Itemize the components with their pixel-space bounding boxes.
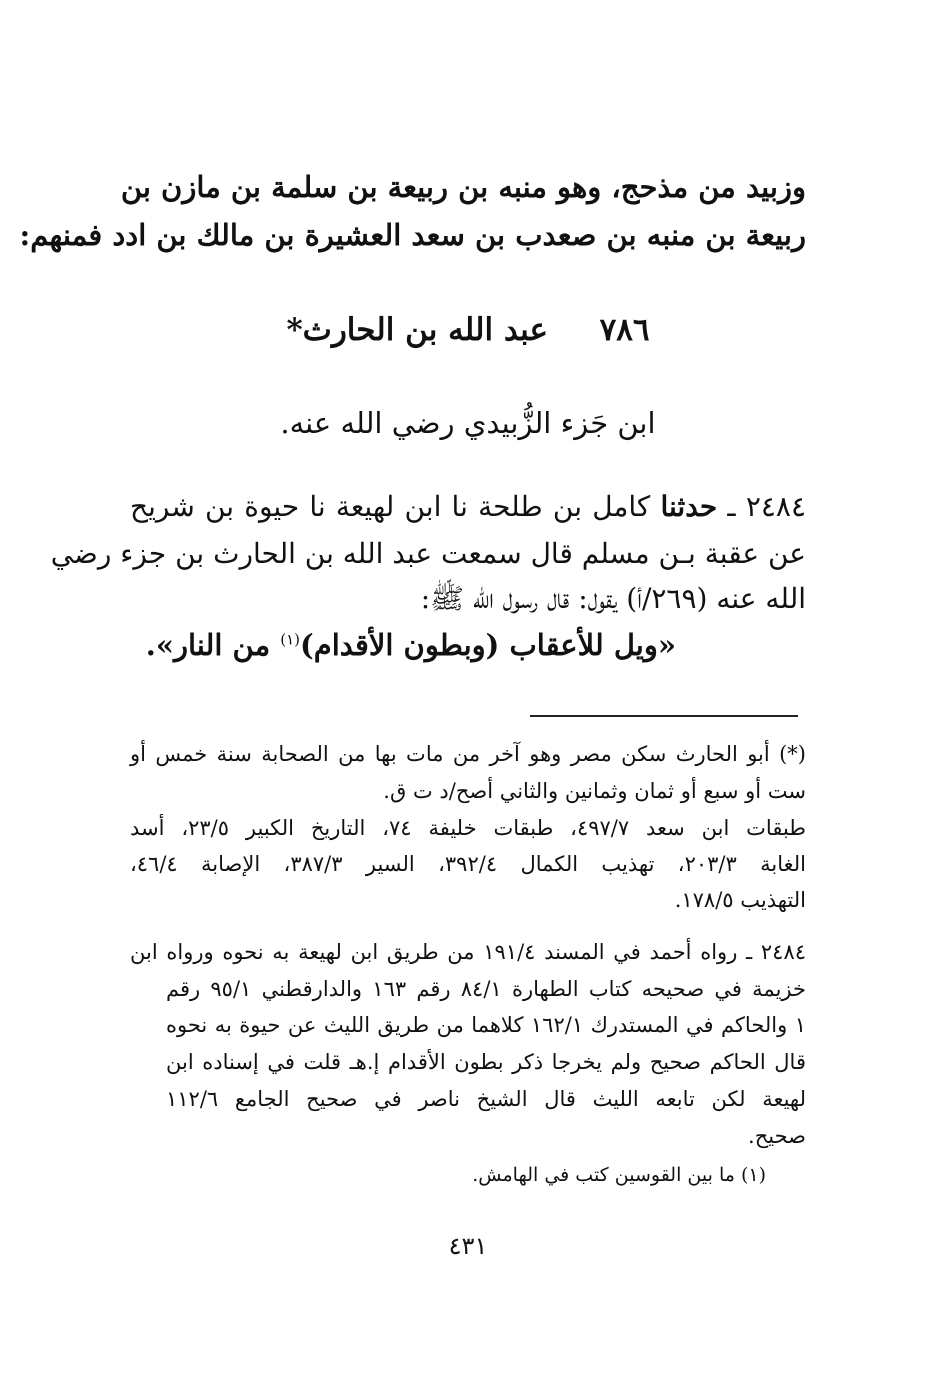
hadith-quote <box>146 628 676 662</box>
bio-footnote-line-2: ست أو سبع أو ثمان وثمانين والثاني أصح/د ت ق. <box>383 779 806 803</box>
hadith-line-3: الله عنه (٢٦٩/أ) يقول: قال رسول الله ﷺ: <box>420 582 806 615</box>
intro-line-2: ربيعة بن منبه بن صعدب بن سعد العشيرة بن مالك بن ادد فمنهم: <box>19 218 806 252</box>
quote-end: من النار». <box>145 628 281 662</box>
hadith-number: ٢٤٨٤ ـ <box>717 490 806 523</box>
takhrij-line-3: ١ والحاكم في المستدرك ١٦٢/١ كلاهما من طريق الليث عن حيوة به نحوه <box>166 1013 806 1037</box>
quote-start: «ويل للأعقاب (وبطون الأقدام) <box>300 628 676 662</box>
bio-footnote-line-1: (*) أبو الحارث سكن مصر وهو آخر من مات بها من الصحابة سنة خمس أو <box>130 742 806 766</box>
bio-footnote-line-5: التهذيب ١٧٨/٥. <box>674 888 806 912</box>
hadith-line-2: عن عقبة بـن مسلم قال سمعت عبد الله بن الحارث بن جزء رضي <box>50 537 806 570</box>
page-number: ٤٣١ <box>448 1232 488 1260</box>
footnote-separator <box>530 715 798 717</box>
entry-subtitle: ابن جَزء الزُّبيدي رضي الله عنه. <box>280 406 656 440</box>
margin-note: (١) ما بين القوسين كتب في الهامش. <box>472 1164 766 1186</box>
entry-name: عبد الله بن الحارث* <box>286 312 548 348</box>
quote-footnote-ref: (١) <box>280 630 301 649</box>
takhrij-line-4: قال الحاكم صحيح ولم يخرجا ذكر بطون الأقدام إ.هـ قلت في إسناده ابن <box>166 1050 806 1074</box>
bio-footnote-line-3: طبقات ابن سعد ٤٩٧/٧، طبقات خليفة ٧٤، التاريخ الكبير ٢٣/٥، أسد <box>130 816 807 840</box>
hadith-line-1-text: كامل بن طلحة نا ابن لهيعة نا حيوة بن شريح <box>130 490 661 523</box>
intro-line-1: وزبيد من مذحج، وهو منبه بن ربيعة بن سلمة بن مازن بن <box>120 170 806 204</box>
hadith-line-1 <box>130 490 806 523</box>
takhrij-line-5: لهيعة لكن تابعه الليث قال الشيخ ناصر في صحيح الجامع ١١٢/٦ <box>166 1087 806 1111</box>
bio-footnote-line-4: الغابة ٢٠٣/٣، تهذيب الكمال ٣٩٢/٤، السير ٣٨٧/٣، الإصابة ٤٦/٤، <box>130 852 806 876</box>
hadith-lead-word: حدثنا <box>660 490 718 523</box>
entry-number: ٧٨٦ <box>599 312 650 348</box>
takhrij-line-2: خزيمة في صحيحه كتاب الطهارة ٨٤/١ رقم ١٦٣ والدارقطني ٩٥/١ رقم <box>166 977 806 1001</box>
takhrij-line-1: ٢٤٨٤ ـ رواه أحمد في المسند ١٩١/٤ من طريق ابن لهيعة به نحوه ورواه ابن <box>130 940 807 964</box>
takhrij-line-6: صحيح. <box>748 1124 806 1148</box>
entry-heading <box>0 312 936 348</box>
